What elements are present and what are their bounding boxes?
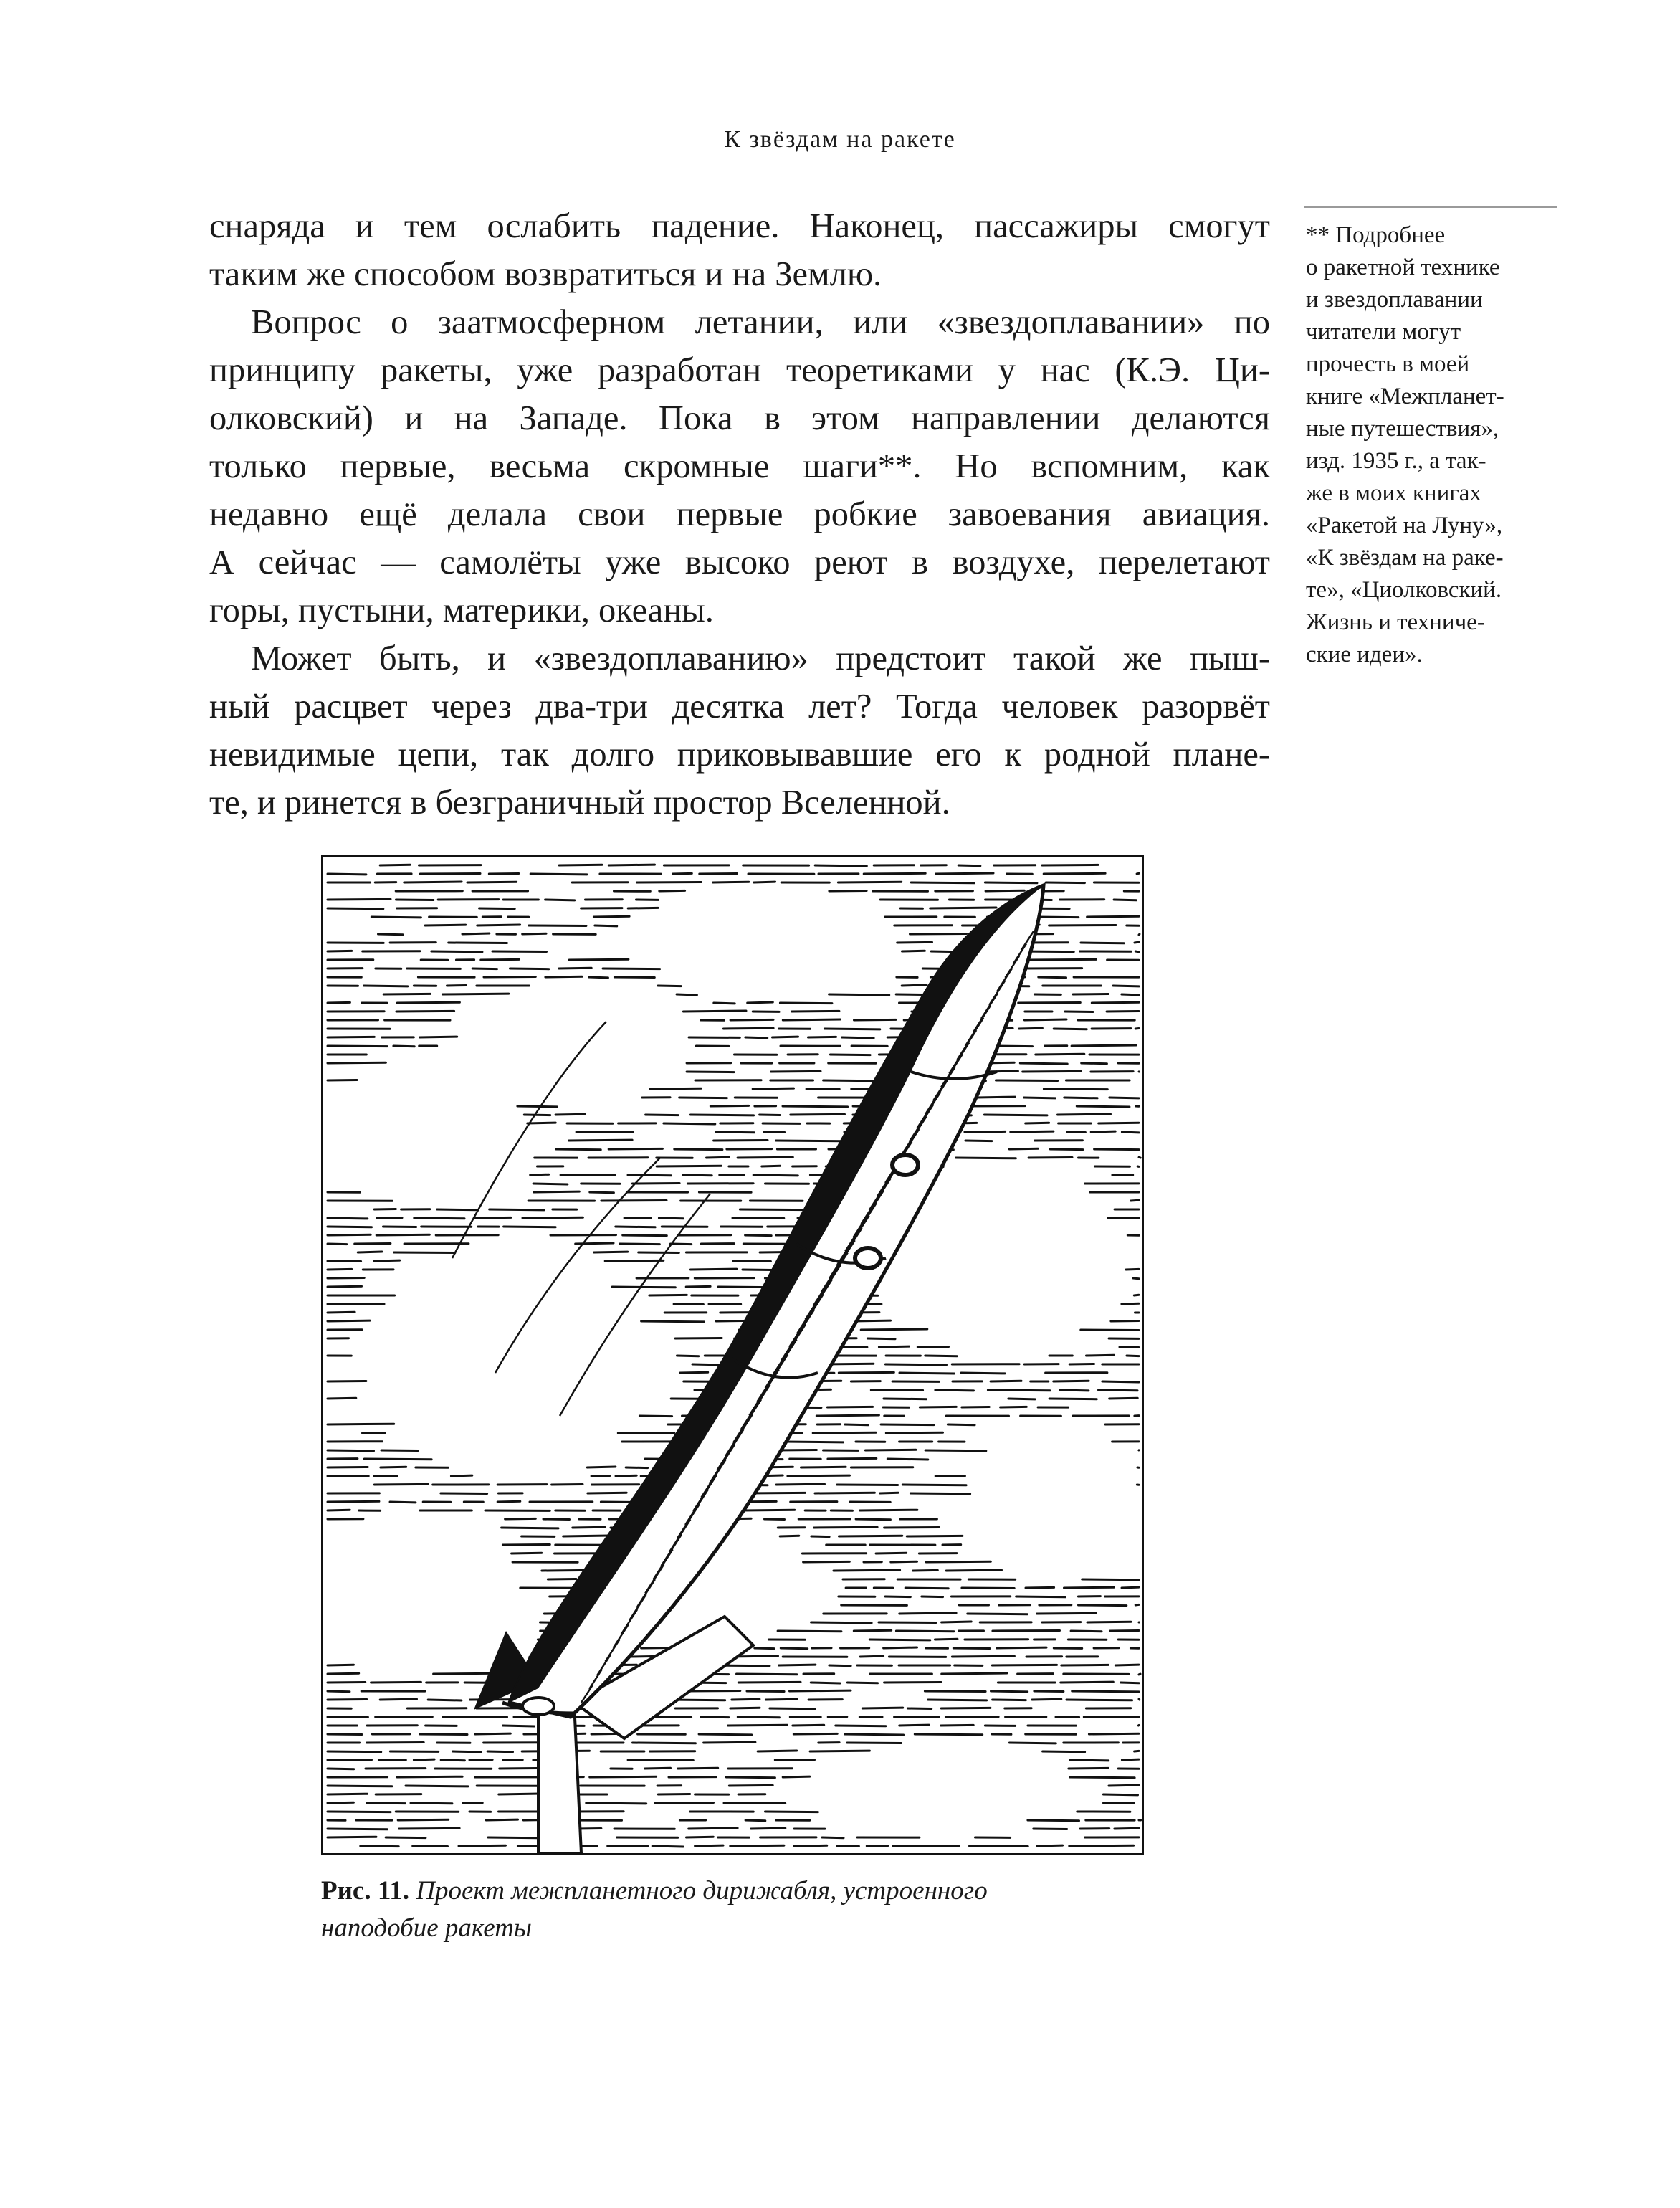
text-line: принципу ракеты, уже разработан теоретиками у нас (К.Э. Ци- bbox=[209, 351, 1270, 389]
text-line: А сейчас — самолёты уже высоко реют в воздухе, перелетают bbox=[209, 543, 1270, 581]
rocket-illustration bbox=[321, 855, 1144, 1855]
footnote-rule bbox=[1304, 206, 1557, 208]
footnote-line: и звездоплавании bbox=[1306, 287, 1483, 313]
footnote-line: же в моих книгах bbox=[1306, 480, 1481, 506]
footnote-line: о ракетной технике bbox=[1306, 254, 1500, 280]
caption-label: Рис. 11. bbox=[321, 1876, 410, 1905]
footnote-line: изд. 1935 г., а так- bbox=[1306, 448, 1486, 474]
footnote-line: ные путешествия», bbox=[1306, 416, 1499, 442]
text-line: снаряда и тем ослабить падение. Наконец, пассажиры смогут bbox=[209, 207, 1270, 245]
running-head: К звёздам на ракете bbox=[724, 126, 956, 153]
footnote-line: «К звёздам на раке- bbox=[1306, 545, 1504, 571]
caption-text: Проект межпланетного дирижабля, устроенного bbox=[416, 1876, 988, 1905]
footnote-line: Жизнь и техниче- bbox=[1306, 609, 1485, 635]
text-line: горы, пустыни, материки, океаны. bbox=[209, 591, 714, 629]
text-line: Может быть, и «звездоплаванию» предстоит такой же пыш- bbox=[251, 639, 1270, 677]
figure-caption bbox=[321, 1872, 1181, 1947]
footnote-line: прочесть в моей bbox=[1306, 351, 1470, 377]
paragraph-2 bbox=[209, 298, 1270, 634]
text-line: олковский) и на Западе. Пока в этом направлении делаются bbox=[209, 399, 1270, 437]
text-line: Вопрос о заатмосферном летании, или «звездоплавании» по bbox=[251, 303, 1270, 341]
body-text bbox=[209, 202, 1270, 827]
paragraph-1 bbox=[209, 202, 1270, 298]
footnote-line: ские идеи». bbox=[1306, 642, 1423, 667]
footnote-line: читатели могут bbox=[1306, 319, 1461, 345]
footnote bbox=[1306, 219, 1564, 671]
text-line: невидимые цепи, так долго приковывавшие его к родной плане- bbox=[209, 736, 1270, 774]
text-line: ный расцвет через два-три десятка лет? Тогда человек разорвёт bbox=[209, 687, 1270, 725]
footnote-line: «Ракетой на Луну», bbox=[1306, 513, 1503, 538]
text-line: недавно ещё делала свои первые робкие завоевания авиация. bbox=[209, 495, 1270, 533]
caption-text: наподобие ракеты bbox=[321, 1913, 532, 1943]
text-line: те, и ринется в безграничный простор Вселенной. bbox=[209, 784, 950, 822]
text-line: только первые, весьма скромные шаги**. Но вспомним, как bbox=[209, 447, 1270, 485]
footnote-line: книге «Межпланет- bbox=[1306, 384, 1504, 409]
footnote-line: ** Подробнее bbox=[1306, 222, 1446, 248]
footnote-line: те», «Циолковский. bbox=[1306, 577, 1502, 603]
text-line: таким же способом возвратиться и на Землю. bbox=[209, 255, 882, 293]
paragraph-3 bbox=[209, 634, 1270, 827]
